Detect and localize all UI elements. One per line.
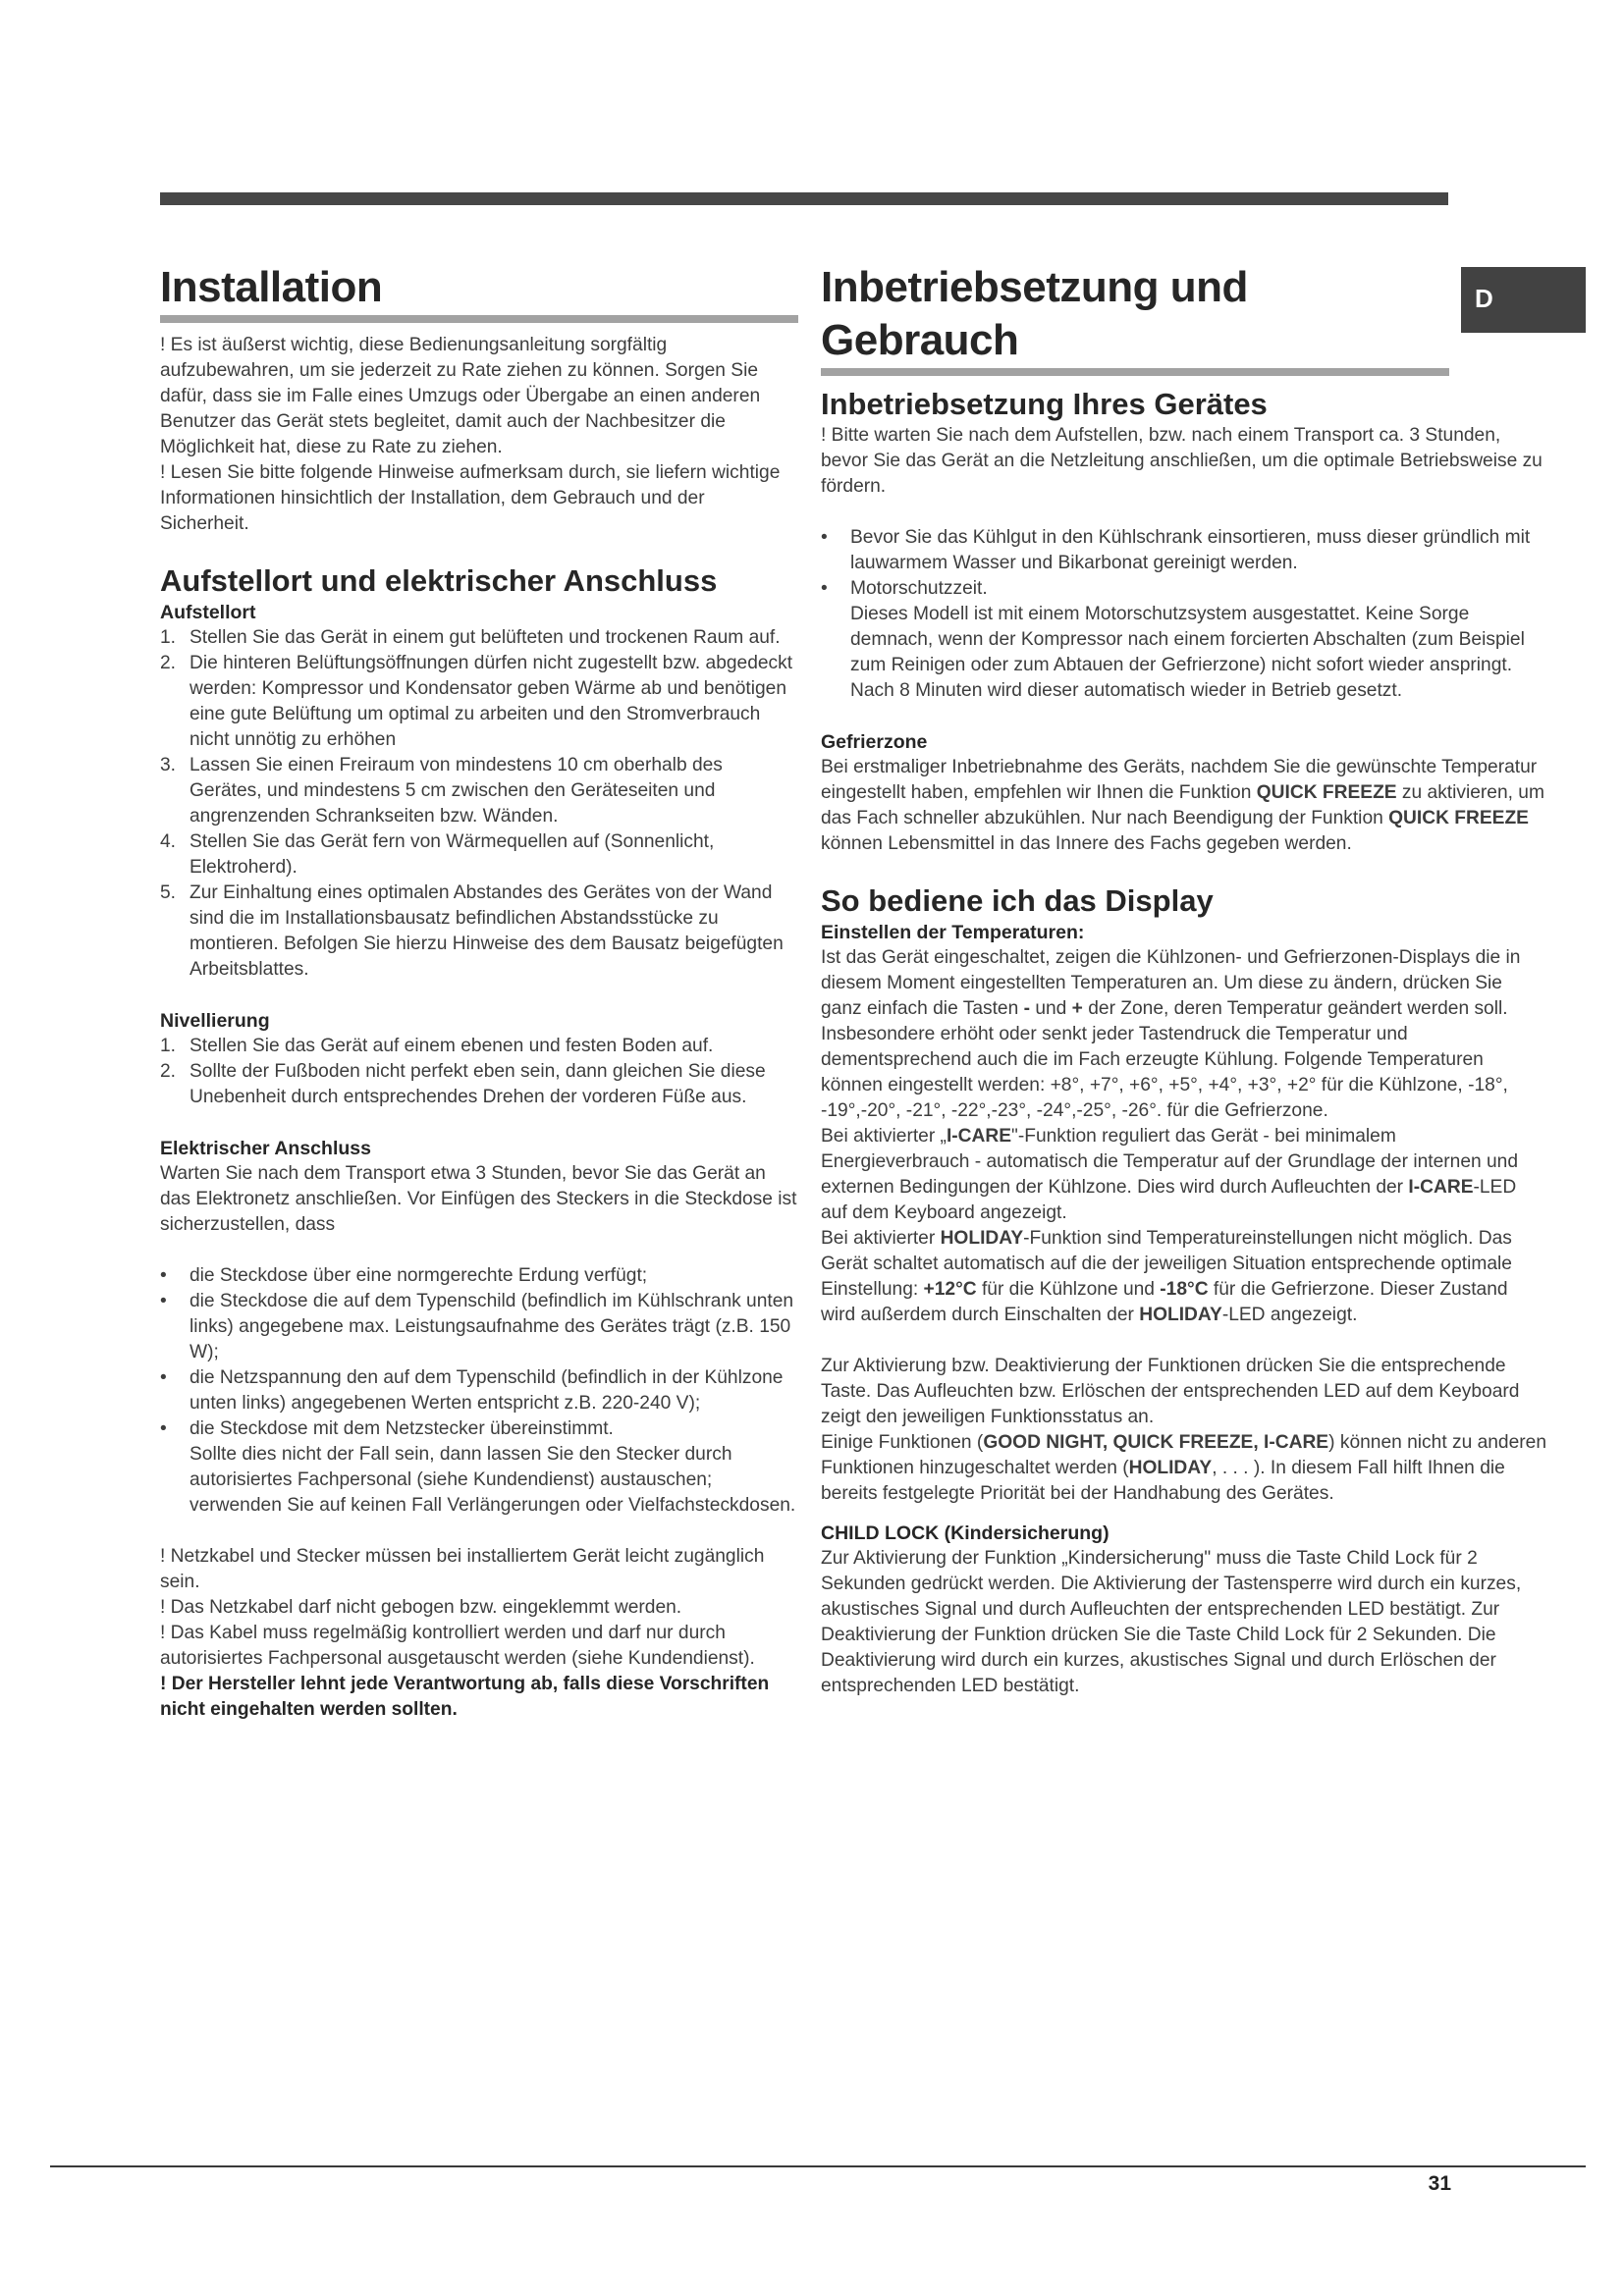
section-title: Inbetriebsetzung Ihres Gerätes <box>821 387 1268 421</box>
installation-title: Installation <box>160 263 383 311</box>
footer-line <box>50 2165 1586 2167</box>
section-title: So bediene ich das Display <box>821 883 1214 918</box>
elektro-after: Sollte dies nicht der Fall sein, dann lassen Sie den Stecker durch autorisiertes Fachpersonal (siehe Kundendienst) austauschen; verwenden Sie auf keinen Fall Verlängerungen oder Vielfachsteckdosen. <box>189 1444 796 1516</box>
intro-paragraph: ! Es ist äußerst wichtig, diese Bedienungsanleitung sorgfältig aufzubewahren, um sie jederzeit zu Rate ziehen zu können. Sorgen Sie dafür, dass sie im Falle eines Umzugs oder Übergabe an einen anderen Benutzer das Gerät stets begleitet, damit auch der Nachbesitzer die Möglichkeit hat, diese zu Rate zu ziehen. <box>160 335 761 457</box>
note: ! Das Kabel muss regelmäßig kontrolliert werden und darf nur durch autorisiertes Fachpersonal ausgetauscht werden (siehe Kundendienst). <box>160 1623 755 1669</box>
holiday-paragraph: Bei aktivierter HOLIDAY-Funktion sind Temperatureinstellungen nicht möglich. Das Gerät schaltet automatisch auf die der jeweiligen Situation entsprechende optimale Einstellung: +12°C für die Kühlzone und -18°C für die Gefrierzone. Dieser Zustand wird außerdem durch Einschalten der HOLIDAY-LED angezeigt. <box>821 1228 1512 1325</box>
subheading-gefrierzone: Gefrierzone <box>821 731 928 753</box>
subheading-temperaturen: Einstellen der Temperaturen: <box>821 922 1085 943</box>
sec1-intro: ! Bitte warten Sie nach dem Aufstellen, bzw. nach einem Transport ca. 3 Stunden, bevor Sie das Gerät an die Netzleitung anschließen, um die optimale Betriebsweise zu fördern. <box>821 425 1543 497</box>
usage-title <box>821 261 1547 367</box>
list-item: 2. Sollte der Fußboden nicht perfekt eben sein, dann gleichen Sie diese Unebenheit durch entsprechendes Drehen der vorderen Füße aus. <box>160 1059 798 1110</box>
list-item: • die Steckdose über eine normgerechte Erdung verfügt; <box>160 1263 798 1289</box>
language-tab: D <box>1461 267 1586 333</box>
subheading-child-lock: CHILD LOCK (Kindersicherung) <box>821 1522 1110 1544</box>
elektro-intro: Warten Sie nach dem Transport etwa 3 Stunden, bevor Sie das Gerät an das Elektronetz anschließen. Vor Einfügen des Steckers in die Steckdose ist sicherzustellen, dass <box>160 1163 797 1235</box>
list-item: • die Steckdose mit dem Netzstecker übereinstimmt. <box>160 1416 798 1442</box>
page-number: 31 <box>1428 2172 1451 2195</box>
title-underline <box>821 368 1449 376</box>
title-underline <box>160 315 798 323</box>
list-item: 3. Lassen Sie einen Freiraum von mindestens 10 cm oberhalb des Gerätes, und mindestens 5 cm zwischen den Geräteseiten und angrenzenden Schrankseiten bzw. Wänden. <box>160 753 798 829</box>
usage-title-line1: Inbetriebsetzung und <box>821 263 1248 311</box>
elektro-bullets <box>160 1263 798 1442</box>
header-bar <box>160 192 1448 205</box>
right-column <box>821 261 1547 1699</box>
list-item: 2. Die hinteren Belüftungsöffnungen dürfen nicht zugestellt bzw. abgedeckt werden: Kompressor und Kondensator geben Wärme ab und benötigen eine gute Belüftung um optimal zu arbeiten und den Stromverbrauch nicht unnötig zu erhöhen <box>160 651 798 753</box>
list-item: 5. Zur Einhaltung eines optimalen Abstandes des Gerätes von der Wand sind die im Installationsbausatz befindlichen Abstandsstücke zu montieren. Befolgen Sie hierzu Hinweise des dem Bausatz beigefügten Arbeitsblattes. <box>160 881 798 983</box>
list-item: 1. Stellen Sie das Gerät in einem gut belüfteten und trockenen Raum auf. <box>160 625 798 651</box>
list-item: • Motorschutzzeit. <box>821 576 1547 602</box>
einige-paragraph: Einige Funktionen (GOOD NIGHT, QUICK FREEZE, I-CARE) können nicht zu anderen Funktionen hinzugeschaltet werden (HOLIDAY, . . . ). In diesem Fall hilft Ihnen die bereits festgelegte Priorität bei der Handhabung des Gerätes. <box>821 1432 1546 1504</box>
note: ! Netzkabel und Stecker müssen bei installiertem Gerät leicht zugänglich sein. <box>160 1546 765 1592</box>
list-item: 1. Stellen Sie das Gerät auf einem ebenen und festen Boden auf. <box>160 1034 798 1059</box>
nivellierung-list <box>160 1034 798 1110</box>
list-item: • die Netzspannung den auf dem Typenschild (befindlich in der Kühlzone unten links) angegebenen Werten entspricht z.B. 220-240 V); <box>160 1365 798 1416</box>
subheading-aufstellort: Aufstellort <box>160 602 256 623</box>
intro-paragraph: ! Lesen Sie bitte folgende Hinweise aufmerksam durch, sie liefern wichtige Informationen hinsichtlich der Installation, dem Gebrauch und der Sicherheit. <box>160 462 781 534</box>
section-title: Aufstellort und elektrischer Anschluss <box>160 563 718 598</box>
icare-paragraph: Bei aktivierter „I-CARE"-Funktion reguliert das Gerät - bei minimalem Energieverbrauch - automatisch die Temperatur auf der Grundlage der internen und externen Bedingungen der Kühlzone. Dies wird durch Aufleuchten der I-CARE-LED auf dem Keyboard angezeigt. <box>821 1126 1519 1223</box>
usage-title-line2: Gebrauch <box>821 316 1019 364</box>
sec1-bullets <box>821 525 1547 602</box>
note: ! Das Netzkabel darf nicht gebogen bzw. eingeklemmt werden. <box>160 1597 682 1618</box>
left-column <box>160 261 798 1723</box>
activation-paragraph: Zur Aktivierung bzw. Deaktivierung der Funktionen drücken Sie die entsprechende Taste. Das Aufleuchten bzw. Erlöschen der entsprechenden LED auf dem Keyboard zeigt den jeweiligen Funktionsstatus an. <box>821 1356 1520 1427</box>
motorschutz-text: Dieses Modell ist mit einem Motorschutzsystem ausgestattet. Keine Sorge demnach, wenn der Kompressor nach einem forcierten Abschalten (zum Beispiel zum Reinigen oder zum Abtauen der Gefrierzone) nicht sofort wieder anspringt. Nach 8 Minuten wird dieser automatisch wieder in Betrieb gesetzt. <box>850 604 1525 701</box>
list-item: • Bevor Sie das Kühlgut in den Kühlschrank einsortieren, muss dieser gründlich mit lauwarmem Wasser und Bikarbonat gereinigt werden. <box>821 525 1547 576</box>
subheading-elektro: Elektrischer Anschluss <box>160 1138 371 1159</box>
child-lock-paragraph: Zur Aktivierung der Funktion „Kindersicherung" muss die Taste Child Lock für 2 Sekunden gedrückt werden. Die Aktivierung der Tastensperre wird durch ein kurzes, akustisches Signal und durch Aufleuchten der entsprechenden LED bestätigt. Zur Deaktivierung der Funktion drücken Sie die Taste Child Lock für 2 Sekunden. Die Deaktivierung wird durch ein kurzes, akustisches Signal und durch Erlöschen der entsprechenden LED bestätigt. <box>821 1548 1522 1696</box>
warning: ! Der Hersteller lehnt jede Verantwortung ab, falls diese Vorschriften nicht eingehalten werden sollten. <box>160 1674 770 1720</box>
temp-paragraph: Ist das Gerät eingeschaltet, zeigen die Kühlzonen- und Gefrierzonen-Displays die in diesem Moment eingestellten Temperaturen an. Um diese zu ändern, drücken Sie ganz einfach die Tasten - und + der Zone, deren Temperatur geändert werden soll. Insbesondere erhöht oder senkt jeder Tastendruck die Temperatur und dementsprechend auch die im Fach erzeugte Kühlung. Folgende Temperaturen können eingestellt werden: +8°, +7°, +6°, +5°, +4°, +3°, +2° für die Kühlzone, -18°, -19°,-20°, -21°, -22°,-23°, -24°,-25°, -26°. für die Gefrierzone. <box>821 947 1521 1121</box>
subheading-nivellierung: Nivellierung <box>160 1010 270 1032</box>
list-item: • die Steckdose die auf dem Typenschild (befindlich im Kühlschrank unten links) angegebene max. Leistungsaufnahme des Gerätes trägt (z.B. 150 W); <box>160 1289 798 1365</box>
gefrier-paragraph: Bei erstmaliger Inbetriebnahme des Geräts, nachdem Sie die gewünschte Temperatur eingestellt haben, empfehlen wir Ihnen die Funktion QUICK FREEZE zu aktivieren, um das Fach schneller abzukühlen. Nur nach Beendigung der Funktion QUICK FREEZE können Lebensmittel in das Innere des Fachs gegeben werden. <box>821 757 1544 854</box>
aufstellort-list <box>160 625 798 983</box>
list-item: 4. Stellen Sie das Gerät fern von Wärmequellen auf (Sonnenlicht, Elektroherd). <box>160 829 798 881</box>
